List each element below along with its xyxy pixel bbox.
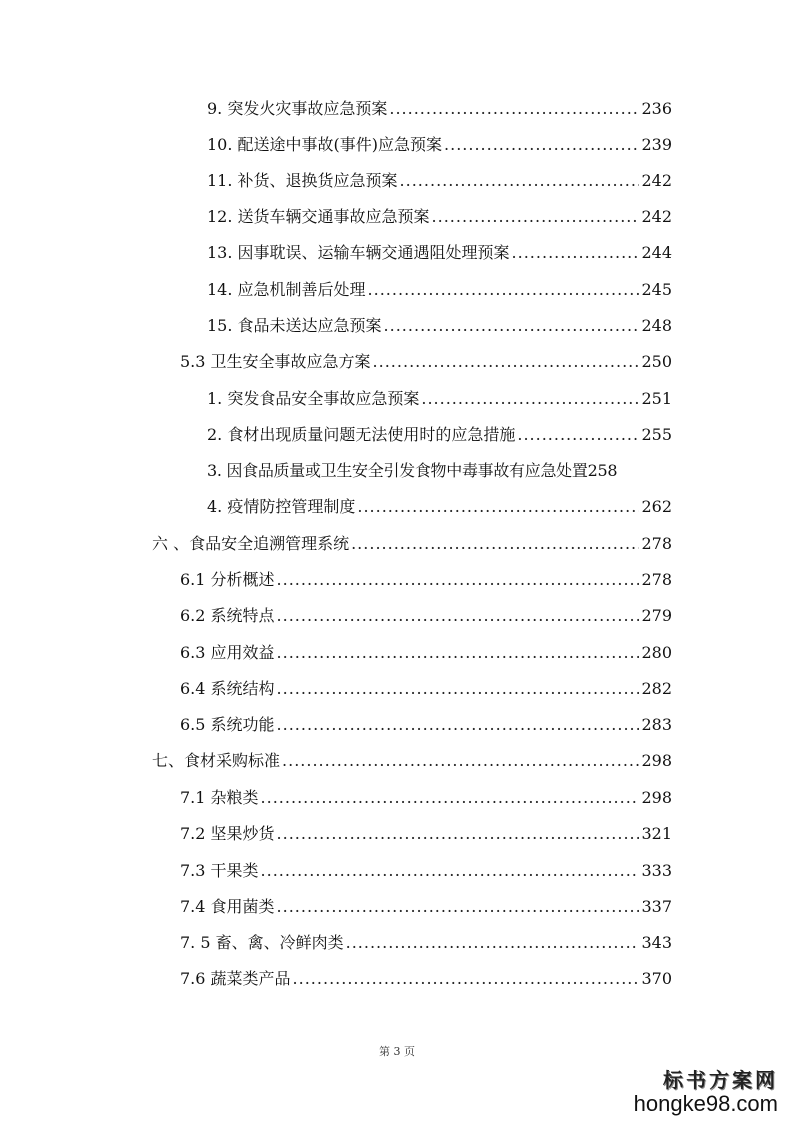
toc-leader-dots xyxy=(400,170,640,192)
toc-entry-page: 321 xyxy=(641,824,672,843)
toc-entry-title: 1. 突发食品安全事故应急预案 xyxy=(207,389,420,408)
toc-entry-title: 7.4 食用菌类 xyxy=(180,897,275,916)
toc-entry[interactable] xyxy=(180,678,672,700)
toc-entry[interactable] xyxy=(152,533,672,555)
toc-leader-dots xyxy=(368,279,640,301)
toc-entry-title: 6.5 系统功能 xyxy=(180,715,275,734)
toc-entry-page: 258 xyxy=(587,461,618,480)
toc-entry[interactable] xyxy=(207,315,672,337)
toc-entry-title: 7.3 干果类 xyxy=(180,861,259,880)
toc-entry-page: 280 xyxy=(641,643,672,662)
toc-entry-title: 7.6 蔬菜类产品 xyxy=(180,969,291,988)
toc-entry[interactable] xyxy=(180,823,672,845)
toc-leader-dots xyxy=(373,351,640,373)
toc-entry-title: 7.1 杂粮类 xyxy=(180,788,259,807)
toc-entry-page: 283 xyxy=(641,715,672,734)
toc-entry-page: 337 xyxy=(641,897,672,916)
toc-leader-dots xyxy=(432,206,640,228)
toc-entry-title: 6.3 应用效益 xyxy=(180,643,275,662)
toc-entry-title: 15. 食品未送达应急预案 xyxy=(207,316,382,335)
toc-entry[interactable] xyxy=(152,750,672,772)
toc-entry-page: 245 xyxy=(641,280,672,299)
toc-entry[interactable] xyxy=(207,424,672,446)
toc-entry-title: 4. 疫情防控管理制度 xyxy=(207,497,356,516)
toc-entry-title: 13. 因事耽误、运输车辆交通遇阻处理预案 xyxy=(207,243,510,262)
toc-leader-dots xyxy=(277,642,640,664)
toc-leader-dots xyxy=(512,242,640,264)
toc-entry[interactable] xyxy=(207,496,672,518)
toc-entry[interactable] xyxy=(207,170,672,192)
toc-leader-dots xyxy=(421,388,639,410)
toc-entry-page: 333 xyxy=(641,861,672,880)
toc-leader-dots xyxy=(293,968,640,990)
toc-entry-title: 12. 送货车辆交通事故应急预案 xyxy=(207,207,430,226)
toc-entry[interactable] xyxy=(207,206,672,228)
toc-entry[interactable] xyxy=(207,134,672,156)
toc-leader-dots xyxy=(282,750,639,772)
toc-entry[interactable] xyxy=(180,605,672,627)
toc-entry[interactable] xyxy=(180,351,672,373)
toc-entry-title: 六 、食品安全追溯管理系统 xyxy=(152,534,350,553)
toc-entry-title: 2. 食材出现质量问题无法使用时的应急措施 xyxy=(207,425,516,444)
toc-entry[interactable] xyxy=(180,569,672,591)
toc-entry-page: 244 xyxy=(641,243,672,262)
toc-entry-title: 6.2 系统特点 xyxy=(180,606,275,625)
toc-entry[interactable] xyxy=(180,896,672,918)
toc-leader-dots xyxy=(346,932,640,954)
toc-entry[interactable] xyxy=(180,968,672,990)
toc-entry-title: 11. 补货、退换货应急预案 xyxy=(207,171,398,190)
toc-entry-page: 236 xyxy=(641,99,672,118)
toc-entry-page: 282 xyxy=(641,679,672,698)
toc-entry-page: 370 xyxy=(641,969,672,988)
toc-leader-dots xyxy=(277,605,640,627)
toc-entry[interactable] xyxy=(180,714,672,736)
toc-entry[interactable] xyxy=(207,388,672,410)
toc-entry-page: 343 xyxy=(641,933,672,952)
toc-entry[interactable] xyxy=(207,279,672,301)
toc-leader-dots xyxy=(357,496,639,518)
page-footer xyxy=(0,1043,794,1059)
toc-leader-dots xyxy=(389,98,639,120)
toc-entry-page: 248 xyxy=(641,316,672,335)
toc-entry[interactable] xyxy=(180,860,672,882)
toc-entry[interactable] xyxy=(180,787,672,809)
page-number-label: 第 3 页 xyxy=(379,1045,415,1058)
toc-entry-page: 262 xyxy=(641,497,672,516)
toc-entry[interactable] xyxy=(180,932,672,954)
toc-entry-page: 242 xyxy=(641,171,672,190)
toc-entry[interactable] xyxy=(180,642,672,664)
toc-entry-page: 255 xyxy=(641,425,672,444)
toc-leader-dots xyxy=(277,678,640,700)
toc-entry-page: 298 xyxy=(641,788,672,807)
toc-leader-dots xyxy=(384,315,640,337)
toc-leader-dots xyxy=(261,787,640,809)
toc-leader-dots xyxy=(277,823,640,845)
site-watermark xyxy=(634,1064,778,1117)
toc-entry-page: 251 xyxy=(641,389,672,408)
toc-entry-page: 250 xyxy=(641,352,672,371)
toc-entry-title: 7. 5 畜、禽、冷鲜肉类 xyxy=(180,933,344,952)
watermark-chinese-text: 标书方案网 xyxy=(663,1068,778,1092)
toc-entry-title: 9. 突发火灾事故应急预案 xyxy=(207,99,388,118)
toc-entry-page: 279 xyxy=(641,606,672,625)
toc-entry[interactable] xyxy=(207,242,672,264)
toc-entry[interactable] xyxy=(207,98,672,120)
toc-entry-title: 10. 配送途中事故(事件)应急预案 xyxy=(207,135,443,154)
toc-entry-title: 七、食材采购标准 xyxy=(152,751,281,770)
toc-leader-dots xyxy=(277,896,640,918)
toc-entry-page: 239 xyxy=(641,135,672,154)
toc-leader-dots xyxy=(261,860,640,882)
toc-entry-title: 3. 因食品质量或卫生安全引发食物中毒事故有应急处置 xyxy=(207,461,588,480)
toc-leader-dots xyxy=(444,134,639,156)
toc-entry[interactable] xyxy=(207,460,672,482)
toc-entry-page: 278 xyxy=(641,570,672,589)
toc-entry-page: 242 xyxy=(641,207,672,226)
toc-leader-dots xyxy=(277,569,640,591)
toc-entry-title: 14. 应急机制善后处理 xyxy=(207,280,366,299)
toc-entry-title: 6.1 分析概述 xyxy=(180,570,275,589)
toc-leader-dots xyxy=(277,714,640,736)
toc-entry-title: 5.3 卫生安全事故应急方案 xyxy=(180,352,371,371)
watermark-domain-text: hongke98.com xyxy=(633,1091,778,1116)
toc-entry-page: 298 xyxy=(641,751,672,770)
toc-leader-dots xyxy=(351,533,639,555)
toc-entry-title: 7.2 坚果炒货 xyxy=(180,824,275,843)
toc-entry-page: 278 xyxy=(641,534,672,553)
toc-entry-title: 6.4 系统结构 xyxy=(180,679,275,698)
toc-leader-dots xyxy=(517,424,639,446)
